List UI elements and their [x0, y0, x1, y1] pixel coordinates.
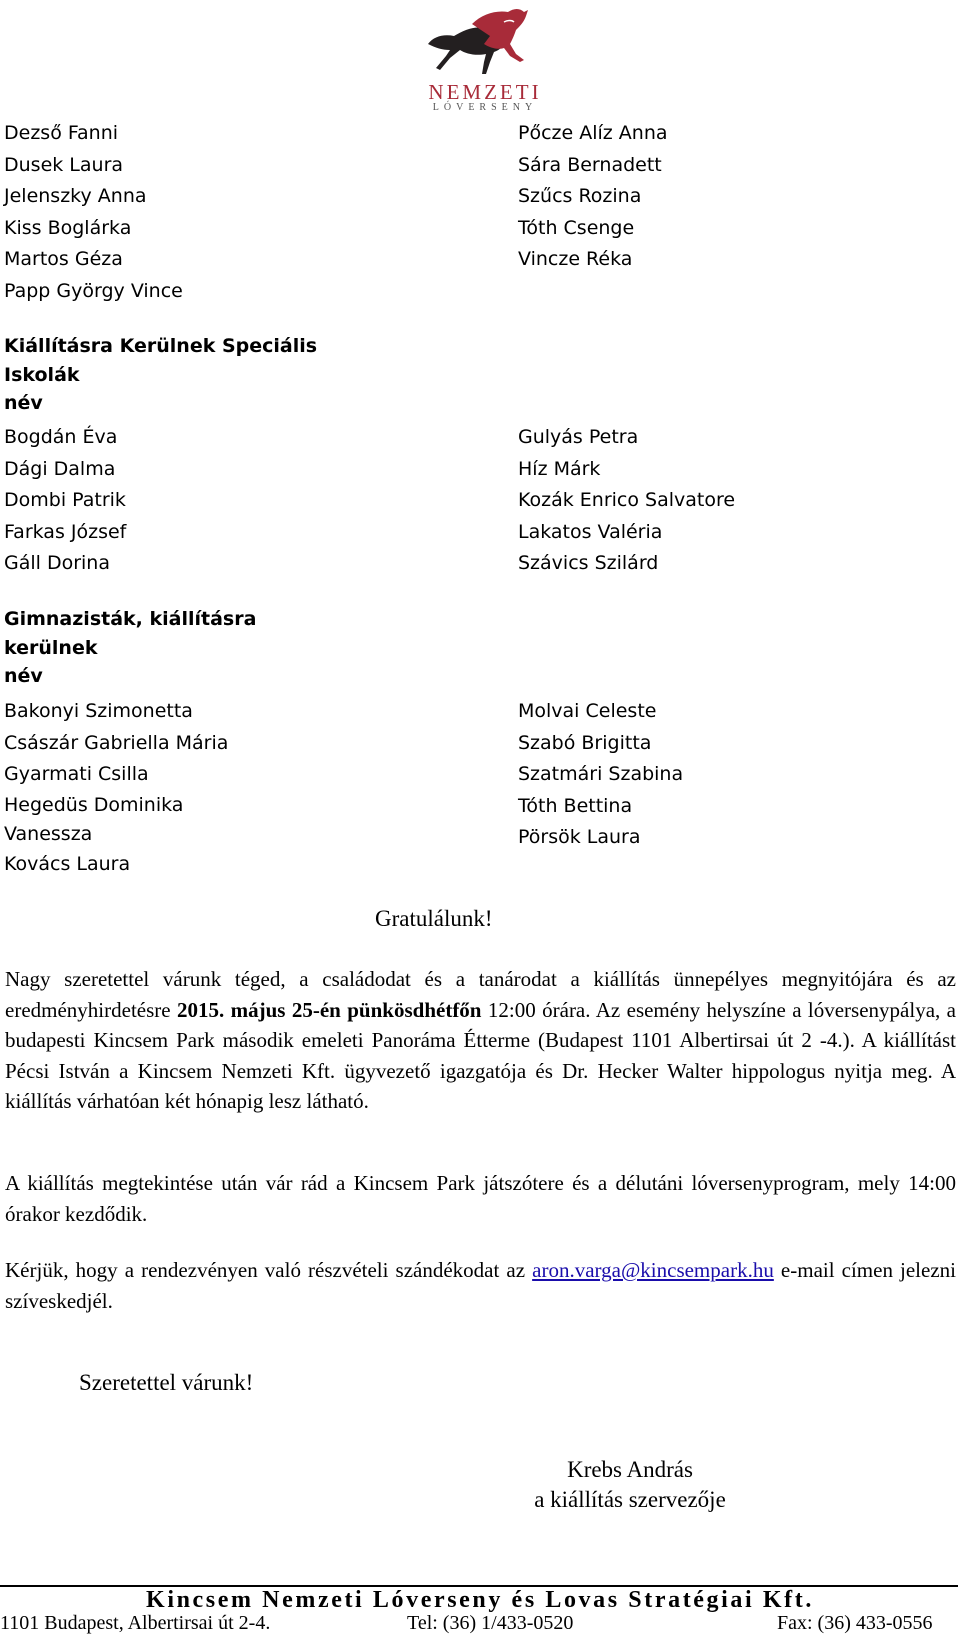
event-date: 2015. május 25-én pünkösdhétfőn: [176, 997, 482, 1022]
signature-block: [500, 1455, 760, 1515]
footer-company-name: Kincsem Nemzeti Lóverseny és Lovas Stratégiai Kft.: [146, 1587, 814, 1613]
email-link[interactable]: aron.varga@kincsempark.hu: [532, 1258, 774, 1282]
list-item: Lakatos Valéria: [518, 520, 663, 543]
footer-fax: Fax: (36) 433-0556: [777, 1612, 933, 1634]
closing-greeting: Szeretettel várunk!: [79, 1370, 254, 1395]
list-item: Dombi Patrik: [4, 489, 126, 511]
heading-line: Kiállításra Kerülnek Speciális: [4, 335, 318, 357]
section2-right-list: [518, 422, 735, 580]
list-item: Tóth Csenge: [518, 216, 635, 239]
list-item: Sára Bernadett: [518, 153, 662, 176]
list-item: Híz Márk: [518, 457, 601, 480]
signer-role: a kiállítás szervezője: [534, 1487, 726, 1512]
heading-line: Iskolák: [4, 363, 80, 386]
paragraph-text: Nagy szeretettel várunk téged, a családodat és a tanárodat a kiállítás ünnepélyes megnyitójára és az eredményhirdetésre: [5, 967, 956, 1022]
list-item: Szabó Brigitta: [518, 731, 652, 754]
logo-subtitle: LÓVERSENY: [432, 102, 538, 113]
list-item: Vanessza: [4, 822, 93, 845]
heading-line: kerülnek: [4, 636, 98, 659]
footer-address: 1101 Budapest, Albertirsai út 2-4.: [0, 1612, 271, 1634]
section3-right-list: [518, 696, 683, 854]
list-item: Hegedüs Dominika: [4, 793, 184, 816]
program-paragraph: A kiállítás megtekintése után vár rád a Kincsem Park játszótere és a délutáni lóversenyprogram, mely 14:00 órakor kezdődik.: [5, 1171, 956, 1226]
logo-word: NEMZETI: [428, 80, 542, 104]
paragraph-text: 12:00 órára. Az esemény helyszíne a lóversenypálya, a budapesti Kincsem Park második emeleti Panoráma Étterme (Budapest 1101 Albertirsai út 2 -4.). A kiállítást Pécsi István a Kincsem Nemzeti Kft. ügyvezető igazgatója és Dr. Hecker Walter hippologus nyitja meg. A kiállítás várhatóan két hónapig lesz látható.: [5, 997, 956, 1113]
paragraph-text: Kérjük, hogy a rendezvényen való részvételi szándékodat az: [5, 1258, 533, 1282]
list-item: Kovács Laura: [4, 852, 131, 875]
congratulations-text: Gratulálunk!: [375, 906, 493, 931]
list-item: Martos Géza: [4, 248, 123, 270]
list-item: Császár Gabriella Mária: [4, 731, 229, 754]
list-item: Bogdán Éva: [4, 426, 118, 448]
section2-left-list: [4, 422, 126, 580]
list-item: Pörsök Laura: [518, 826, 641, 848]
list-item: Kiss Boglárka: [4, 216, 132, 239]
rsvp-paragraph: [5, 1255, 956, 1316]
invitation-paragraph: [5, 964, 956, 1117]
list-item: Molvai Celeste: [518, 700, 657, 722]
section2-heading: [4, 332, 317, 418]
section3-left-list: [4, 696, 228, 880]
list-item: Jelenszky Anna: [4, 185, 147, 207]
signer-name: Krebs András: [567, 1457, 693, 1482]
nemzeti-loverseny-logo: [420, 0, 550, 116]
heading-line: Gimnazisták, kiállításra: [4, 608, 257, 630]
list-item: Gáll Dorina: [4, 552, 110, 574]
racing-horse-icon: [420, 0, 550, 80]
heading-line: név: [4, 665, 43, 687]
section1-right-list: [518, 118, 668, 276]
list-item: Dági Dalma: [4, 457, 116, 480]
list-item: Gyarmati Csilla: [4, 763, 149, 785]
list-item: Pőcze Alíz Anna: [518, 122, 668, 144]
list-item: Farkas József: [4, 520, 127, 543]
list-item: Dezső Fanni: [4, 122, 119, 144]
section3-heading: [4, 605, 256, 691]
list-item: Papp György Vince: [4, 279, 183, 302]
paragraph-text: e-mail címen jelezni szíveskedjél.: [5, 1258, 956, 1313]
heading-line: név: [4, 392, 43, 414]
list-item: Tóth Bettina: [518, 794, 633, 817]
list-item: Dusek Laura: [4, 153, 124, 176]
list-item: Szávics Szilárd: [518, 552, 659, 574]
list-item: Szatmári Szabina: [518, 763, 684, 785]
footer-telephone: Tel: (36) 1/433-0520: [407, 1612, 574, 1634]
section1-left-list: [4, 118, 183, 307]
list-item: Gulyás Petra: [518, 426, 639, 448]
list-item: Kozák Enrico Salvatore: [518, 489, 736, 511]
list-item: Szűcs Rozina: [518, 185, 642, 207]
list-item: Vincze Réka: [518, 248, 633, 270]
list-item: Bakonyi Szimonetta: [4, 700, 193, 722]
